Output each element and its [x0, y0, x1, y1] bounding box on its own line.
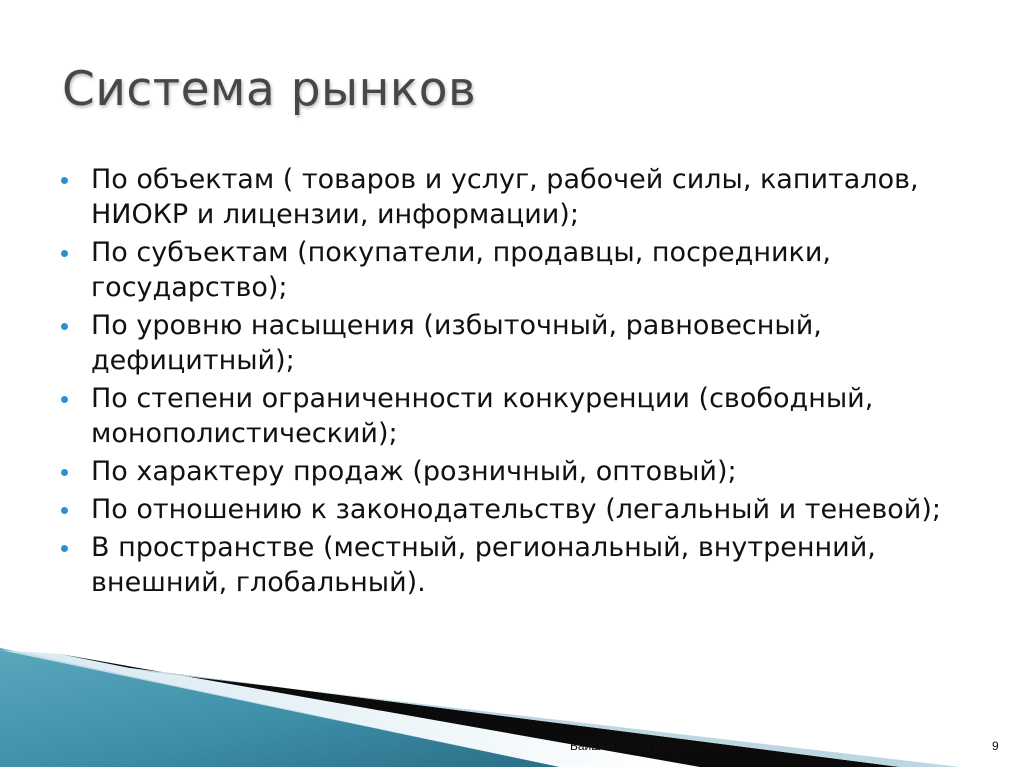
- list-item: [60, 235, 980, 305]
- bullet-icon: [61, 250, 68, 257]
- bullet-icon: [61, 396, 68, 403]
- list-item: [60, 454, 980, 489]
- bullet-text: По степени ограниченности конкуренции (свободный, монополистический);: [91, 383, 874, 449]
- bullet-icon: [61, 469, 68, 476]
- bullet-icon: [61, 177, 68, 184]
- list-item: [60, 162, 980, 232]
- bullet-text: По отношению к законодательству (легальный и теневой);: [91, 494, 941, 525]
- bullet-icon: [61, 507, 68, 514]
- bullet-icon: [61, 545, 68, 552]
- bullet-text: По уровню насыщения (избыточный, равновесный, дефицитный);: [91, 310, 822, 376]
- list-item: [60, 381, 980, 451]
- bullet-text: В пространстве (местный, региональный, внутренний, внешний, глобальный).: [91, 532, 876, 598]
- decorative-swoosh: [0, 640, 1024, 767]
- bullet-text: По субъектам (покупатели, продавцы, посредники, государство);: [91, 237, 831, 303]
- footer-author: Баишев Берик Кайратович: [570, 739, 719, 753]
- page-number: 9: [992, 739, 999, 753]
- bullet-text: По характеру продаж (розничный, оптовый);: [91, 456, 737, 487]
- bullet-text: По объектам ( товаров и услуг, рабочей силы, капиталов, НИОКР и лицензии, информации);: [91, 164, 919, 230]
- list-item: [60, 530, 980, 600]
- bullet-icon: [61, 323, 68, 330]
- bullet-list: [60, 162, 980, 603]
- slide-title: Система рынков: [62, 62, 477, 117]
- list-item: [60, 308, 980, 378]
- list-item: [60, 492, 980, 527]
